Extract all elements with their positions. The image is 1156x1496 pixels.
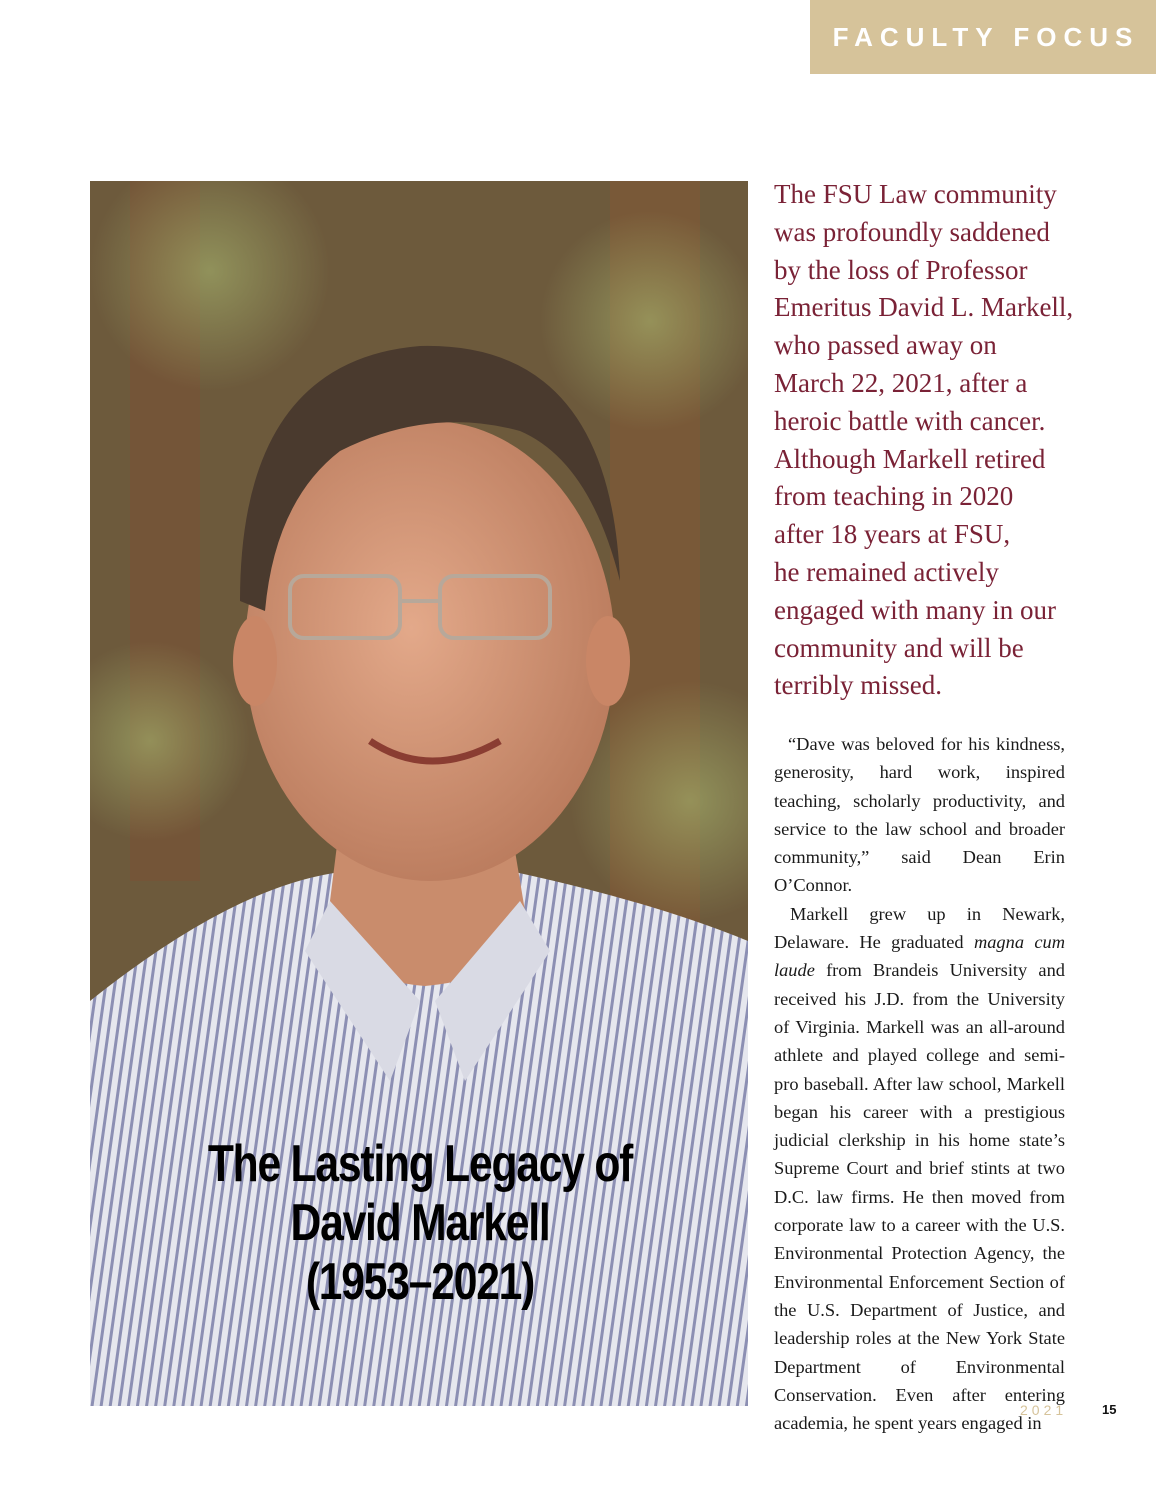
- body-text-segment: from Brandeis University and received his J.D. from the University of Virginia. Markell was an all-around athlete and played college and semi-pro baseball. After law school, Markell began his career with a prestigious judicial clerkship in his home state’s Supreme Court and brief stints at two D.C. law firms. He then moved from corporate law to a career with the U.S. Environmental Protection Agency, the Environmental Enforcement Section of the U.S. Department of Justice, and leadership roles at the New York State Department of Environmental Conservation. Even after entering academia, he spent years engaged in: [774, 960, 1065, 1434]
- headline-line-2: David Markell: [290, 1194, 550, 1252]
- article-body: [774, 730, 1068, 1437]
- lead-line: heroic battle with cancer.: [774, 405, 1046, 436]
- body-text-segment: Markell grew up in Newark, Delaware. He graduated: [774, 903, 1065, 953]
- lead-line: community and will be: [774, 632, 1024, 663]
- lead-line: Emeritus David L. Markell,: [774, 292, 1074, 323]
- lead-line: was profoundly saddened: [774, 216, 1050, 247]
- body-paragraph-2: [774, 900, 1068, 1438]
- body-paragraph-1: “Dave was beloved for his kindness, generosity, hard work, inspired teaching, scholarly productivity, and service to the law school and broader community,” said Dean Erin O’Connor.: [774, 734, 1065, 896]
- headline-line-3: (1953–2021): [305, 1253, 535, 1311]
- lead-line: terribly missed.: [774, 670, 942, 701]
- footer-year: 2021: [1020, 1402, 1068, 1418]
- headline-line-1: The Lasting Legacy of: [207, 1135, 633, 1193]
- body-italic-segment: magna cum laude: [774, 932, 1065, 981]
- lead-line: after 18 years at FSU,: [774, 519, 1011, 550]
- lead-line: from teaching in 2020: [774, 481, 1014, 512]
- lead-line: Although Markell retired: [774, 443, 1046, 474]
- lead-line: engaged with many in our: [774, 594, 1056, 625]
- section-label: FACULTY FOCUS: [832, 21, 1140, 52]
- headline: [140, 1135, 700, 1312]
- page-number: 15: [1102, 1402, 1117, 1417]
- lead-paragraph: [774, 176, 1114, 705]
- lead-line: he remained actively: [774, 556, 999, 587]
- lead-line: who passed away on: [774, 330, 997, 361]
- lead-line: The FSU Law community: [774, 179, 1057, 209]
- lead-line: by the loss of Professor: [774, 254, 1028, 285]
- lead-line: March 22, 2021, after a: [774, 367, 1028, 398]
- section-tab: [810, 0, 1156, 74]
